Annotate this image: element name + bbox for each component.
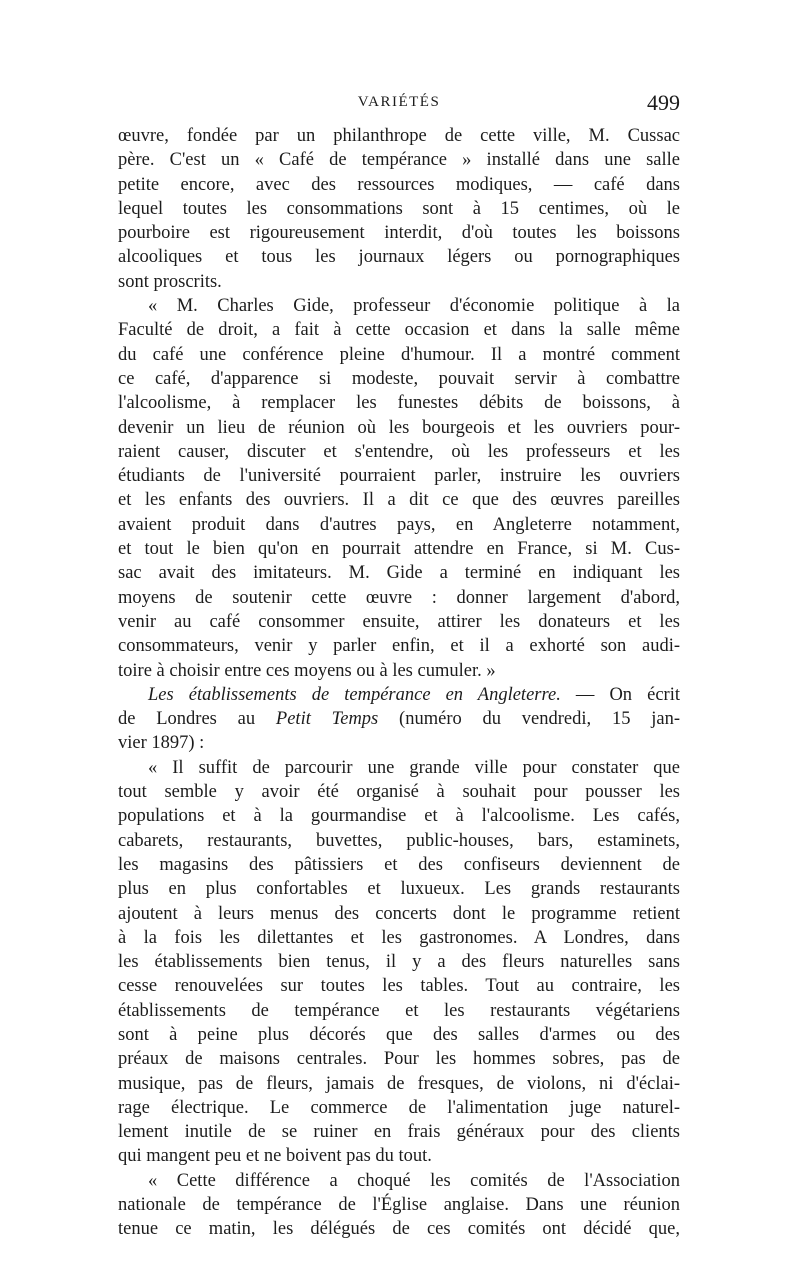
heading-continuation: — On écrit	[560, 684, 680, 705]
text-line: lement inutile de se ruiner en frais généraux pour des clients	[118, 1122, 680, 1143]
section-heading-line	[118, 683, 680, 707]
text-line: préaux de maisons centrales. Pour les hommes sobres, pas de	[118, 1049, 680, 1070]
text-line: plus en plus confortables et luxueux. Les grands restaurants	[118, 879, 680, 900]
text-line: « M. Charles Gide, professeur d'économie politique à la	[148, 296, 680, 317]
page-header	[118, 90, 680, 120]
text-line: tenue ce matin, les délégués de ces comités ont décidé que,	[118, 1219, 680, 1240]
text-line: Faculté de droit, a fait à cette occasion et dans la salle même	[118, 320, 680, 341]
text-line: cabarets, restaurants, buvettes, public-houses, bars, estaminets,	[118, 830, 680, 851]
text-line: père. C'est un « Café de tempérance » installé dans une salle	[118, 150, 680, 171]
text-line: vier 1897) :	[118, 733, 205, 754]
text-line: lequel toutes les consommations sont à 15 centimes, où le	[118, 198, 680, 219]
page-number: 499	[647, 90, 680, 115]
text-line: à la fois les dilettantes et les gastronomes. A Londres, dans	[118, 927, 680, 948]
text-line: pourboire est rigoureusement interdit, d'où toutes les boissons	[118, 223, 680, 244]
section-heading: Les établissements de tempérance en Angleterre.	[148, 684, 561, 705]
text-line: sont proscrits.	[118, 271, 222, 292]
text-line: tout semble y avoir été organisé à souhait pour pousser les	[118, 782, 680, 803]
text-line: et tout le bien qu'on en pourrait attendre en France, si M. Cus-	[118, 539, 680, 560]
text-line: venir au café consommer ensuite, attirer les donateurs et les	[118, 611, 680, 632]
text-line: l'alcoolisme, à remplacer les funestes débits de boissons, à	[118, 393, 680, 414]
text-line: qui mangent peu et ne boivent pas du tout.	[118, 1146, 432, 1167]
body-text	[118, 124, 680, 1242]
text-line: ce café, d'apparence si modeste, pouvait servir à combattre	[118, 368, 680, 389]
text-line: petite encore, avec des ressources modiques, — café dans	[118, 174, 680, 195]
text-line: consommateurs, venir y parler enfin, et il a exhorté son audi-	[118, 636, 680, 657]
text-line: « Cette différence a choqué les comités de l'Association	[148, 1170, 680, 1191]
text-line: avaient produit dans d'autres pays, en Angleterre notamment,	[118, 514, 680, 535]
text-line: les magasins des pâtissiers et des confiseurs deviennent de	[118, 854, 680, 875]
text-line: musique, pas de fleurs, jamais de fresques, de violons, ni d'éclai-	[118, 1073, 680, 1094]
text-line: cesse renouvelées sur toutes les tables. Tout au contraire, les	[118, 976, 680, 997]
text-line: rage électrique. Le commerce de l'alimentation juge naturel-	[118, 1097, 680, 1118]
text-line: sac avait des imitateurs. M. Gide a terminé en indiquant les	[118, 563, 680, 584]
text-line: nationale de tempérance de l'Église anglaise. Dans une réunion	[118, 1195, 680, 1216]
newspaper-title: Petit Temps	[275, 709, 379, 730]
text-fragment: de Londres au	[118, 709, 276, 730]
text-line: moyens de soutenir cette œuvre : donner largement d'abord,	[118, 587, 680, 608]
text-line: devenir un lieu de réunion où les bourgeois et les ouvriers pour-	[118, 417, 680, 438]
text-line: étudiants de l'université pourraient parler, instruire les ouvriers	[118, 466, 680, 487]
text-line: établissements de tempérance et les restaurants végétariens	[118, 1000, 680, 1021]
text-line: « Il suffit de parcourir une grande ville pour constater que	[148, 757, 680, 778]
text-line: et les enfants des ouvriers. Il a dit ce que des œuvres pareilles	[118, 490, 680, 511]
text-line: toire à choisir entre ces moyens ou à les cumuler. »	[118, 660, 496, 681]
running-title: VARIÉTÉS	[357, 94, 441, 110]
text-line: ajoutent à leurs menus des concerts dont le programme retient	[118, 903, 680, 924]
text-line: les établissements bien tenus, il y a des fleurs naturelles sans	[118, 952, 680, 973]
text-line: populations et à la gourmandise et à l'alcoolisme. Les cafés,	[118, 806, 680, 827]
text-line: sont à peine plus décorés que des salles d'armes ou des	[118, 1024, 680, 1045]
text-fragment: (numéro du vendredi, 15 jan-	[378, 709, 680, 730]
text-line: du café une conférence pleine d'humour. Il a montré comment	[118, 344, 680, 365]
text-line: alcooliques et tous les journaux légers ou pornographiques	[118, 247, 680, 268]
text-line: raient causer, discuter et s'entendre, où les professeurs et les	[118, 441, 680, 462]
text-line: œuvre, fondée par un philanthrope de cette ville, M. Cussac	[118, 126, 680, 146]
text-line	[118, 707, 680, 731]
